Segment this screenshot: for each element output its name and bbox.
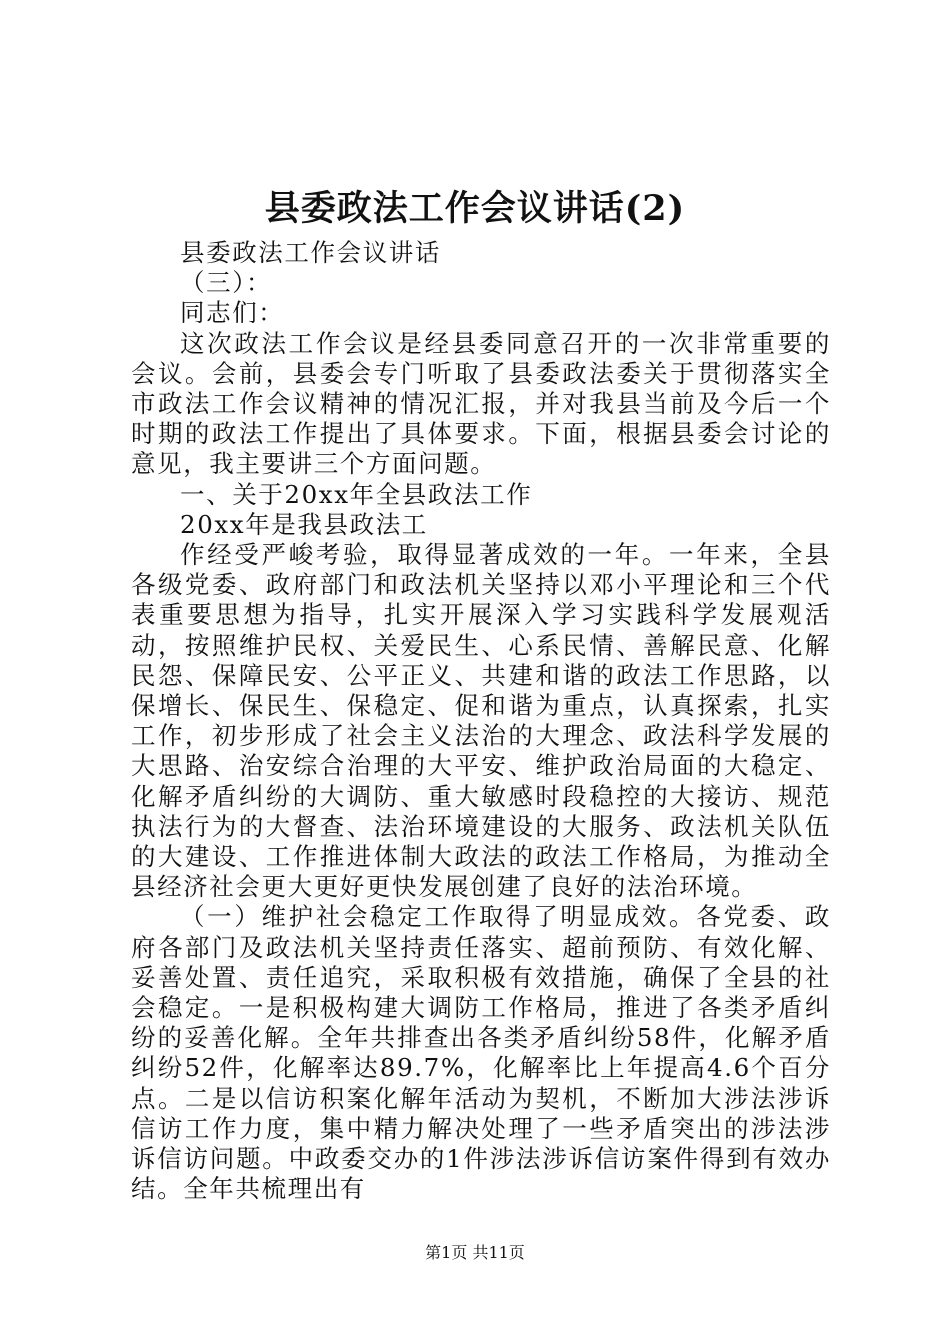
paragraph-salutation: 同志们： <box>180 298 285 328</box>
paragraph-section-number: （三）： <box>180 268 273 298</box>
paragraph-subtitle: 县委政法工作会议讲话 <box>180 238 441 267</box>
page-footer: 第1页 共11页 <box>425 1243 525 1262</box>
paragraph-stability: （一）维护社会稳定工作取得了明显成效。各党委、政府各部门及政法机关坚持责任落实、超前预防、有效化解、妥善处置、责任追究，采取积极有效措施，确保了全县的社会稳定。一是积极构建大调防工作格局，推进了各类矛盾纠纷的妥善化解。全年共排查出各类矛盾纠纷58件，化解矛盾纠纷52件，化解率达89.7%，化解率比上年提高4.6个百分点。二是以信访积案化解年活动为契机，不断加大涉法涉诉信访工作力度，集中精力解决处理了一些矛盾突出的涉法涉诉信访问题。中政委交办的1件涉法涉诉信访案件得到有效办结。全年共梳理出有 <box>131 902 831 1204</box>
paragraph-year-lead: 20xx年是我县政法工 <box>180 509 428 539</box>
document-title: 县委政法工作会议讲话(2) <box>264 188 686 229</box>
paragraph-heading-one: 一、关于20xx年全县政法工作 <box>180 479 533 509</box>
paragraph-year-summary: 作经受严峻考验，取得显著成效的一年。一年来，全县各级党委、政府部门和政法机关坚持以邓小平理论和三个代表重要思想为指导，扎实开展深入学习实践科学发展观活动，按照维护民权、关爱民生、心系民情、善解民意、化解民怨、保障民安、公平正义、共建和谐的政法工作思路，以保增长、保民生、保稳定、促和谐为重点，认真探索，扎实工作，初步形成了社会主义法治的大理念、政法科学发展的大思路、治安综合治理的大平安、维护政治局面的大稳定、化解矛盾纠纷的大调防、重大敏感时段稳控的大接访、规范执法行为的大督查、法治环境建设的大服务、政法机关队伍的大建设、工作推进体制大政法的政法工作格局，为推动全县经济社会更大更好更快发展创建了良好的法治环境。 <box>131 540 831 902</box>
document-body <box>131 238 831 1205</box>
paragraph-intro: 这次政法工作会议是经县委同意召开的一次非常重要的会议。会前，县委会专门听取了县委政法委关于贯彻落实全市政法工作会议精神的情况汇报，并对我县当前及今后一个时期的政法工作提出了具体要求。下面，根据县委会讨论的意见，我主要讲三个方面问题。 <box>131 328 831 479</box>
